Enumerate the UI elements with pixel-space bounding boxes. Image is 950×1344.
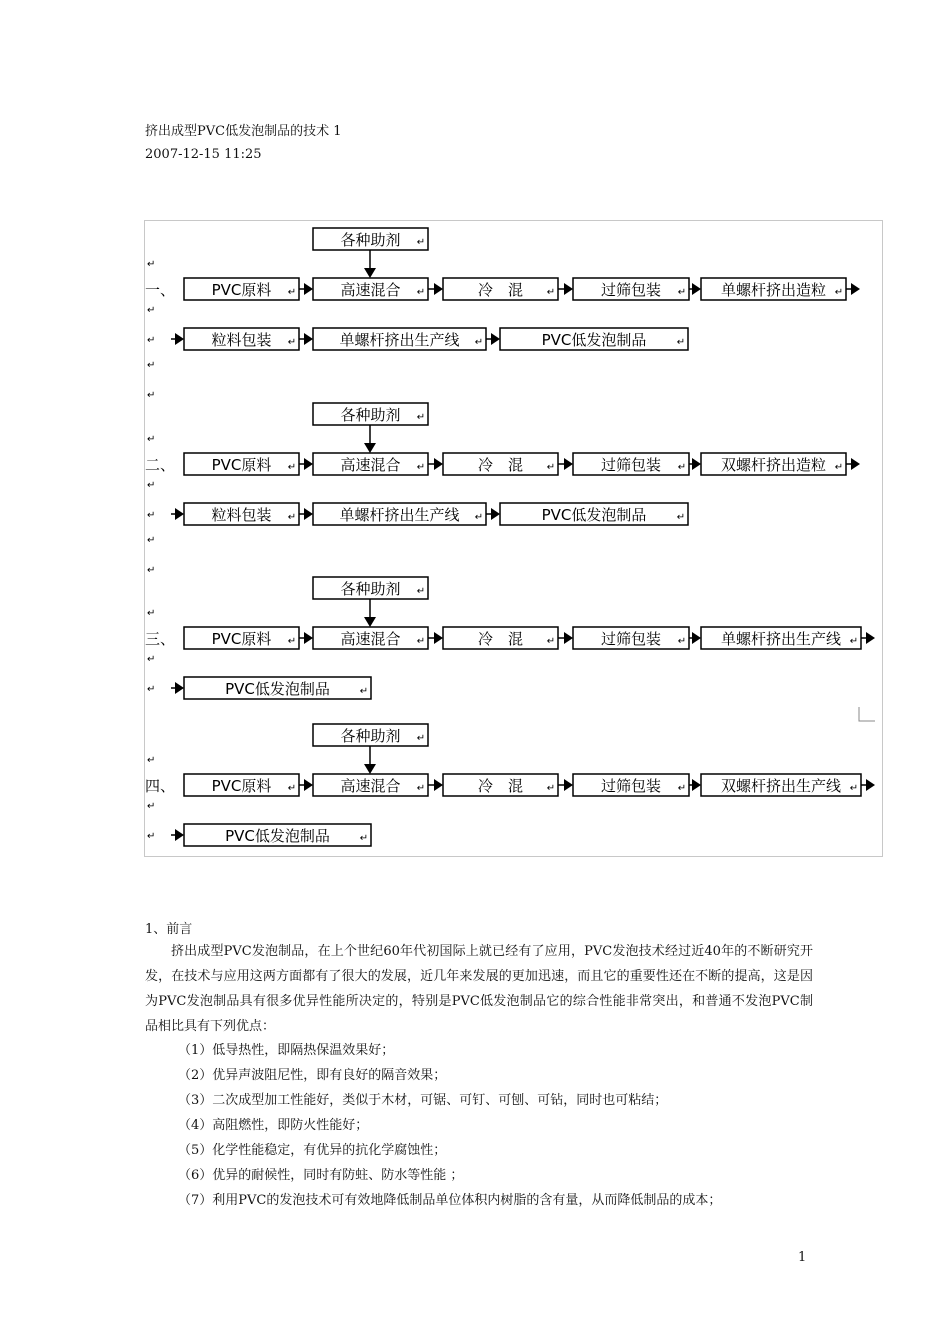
section-heading: 1、前言 [145,922,193,937]
flow-arrowhead [564,779,573,791]
return-mark: ↵ [147,684,156,695]
return-mark: ↵ [147,335,156,346]
return-mark: ↵ [147,755,156,766]
return-mark: ↵ [416,237,426,248]
process-box-label: 单螺杆挤出生产线 [720,630,842,648]
process-box-label: 过筛包装 [600,456,662,474]
flow-arrowhead [851,458,860,470]
return-mark: ↵ [677,636,687,647]
return-mark: ↵ [677,783,687,794]
return-mark: ↵ [834,462,844,473]
return-mark: ↵ [834,287,844,298]
return-mark: ↵ [147,535,156,546]
process-box-label: 单螺杆挤出造粒 [720,281,827,299]
return-mark: ↵ [287,783,297,794]
process-box-label: PVC原料 [211,456,272,474]
return-mark: ↵ [677,462,687,473]
return-mark: ↵ [147,434,156,445]
list-item: （3）二次成型加工性能好，类似于木材，可锯、可钉、可刨、可钻，同时也可粘结； [178,1093,668,1108]
process-box-label: 冷 混 [477,777,524,795]
flow-arrowhead [692,632,701,644]
return-mark: ↵ [287,287,297,298]
flow-arrowhead [564,632,573,644]
list-item: （2）优异声波阻尼性，即有良好的隔音效果； [178,1068,447,1083]
flow-arrowhead [434,632,443,644]
flow-arrowhead [175,682,184,694]
return-mark: ↵ [147,608,156,619]
return-mark: ↵ [416,586,426,597]
process-box-label: 高速混合 [340,777,401,795]
flow-arrowhead [564,458,573,470]
return-mark: ↵ [287,462,297,473]
return-mark: ↵ [147,305,156,316]
list-item: （1）低导热性，即隔热保温效果好； [178,1043,395,1058]
return-mark: ↵ [474,337,484,348]
page-number: 1 [798,1250,807,1265]
return-mark: ↵ [676,337,686,348]
process-box-label: 粒料包装 [211,506,272,524]
process-box-label: 粒料包装 [211,331,272,349]
flow-arrowhead [364,443,376,453]
return-mark: ↵ [147,480,156,491]
flow-arrowhead [304,458,313,470]
flow-arrowhead [491,508,500,520]
flow-arrowhead [434,458,443,470]
flow-arrowhead [175,333,184,345]
process-box-label: 双螺杆挤出造粒 [720,456,827,474]
flow-arrowhead [491,333,500,345]
process-box-label: 双螺杆挤出生产线 [720,777,842,795]
flow-arrowhead [364,617,376,627]
process-box-label: 单螺杆挤出生产线 [339,506,460,524]
return-mark: ↵ [147,259,156,270]
list-item: （5）化学性能稳定，有优异的抗化学腐蚀性； [178,1143,447,1158]
process-box-label: 过筛包装 [600,630,662,648]
return-mark: ↵ [359,833,369,844]
flow-arrowhead [564,283,573,295]
process-box-label: PVC低发泡制品 [541,331,647,349]
process-box-label: 高速混合 [340,281,401,299]
return-mark: ↵ [546,287,556,298]
process-box-label: 单螺杆挤出生产线 [339,331,460,349]
process-box-label: PVC原料 [211,630,272,648]
process-box-label: 各种助剂 [340,580,401,598]
return-mark: ↵ [147,510,156,521]
process-label: 一、 [145,281,176,299]
return-mark: ↵ [147,390,156,401]
process-label: 二、 [145,456,176,474]
flow-arrowhead [304,779,313,791]
flow-arrowhead [692,458,701,470]
process-box-label: 各种助剂 [340,406,401,424]
flow-arrowhead [692,283,701,295]
process-box-label: 冷 混 [477,456,524,474]
return-mark: ↵ [546,462,556,473]
flow-arrowhead [434,283,443,295]
flow-arrowhead [364,764,376,774]
return-mark: ↵ [416,287,426,298]
return-mark: ↵ [416,733,426,744]
flow-arrowhead [304,283,313,295]
flow-arrowhead [304,508,313,520]
return-mark: ↵ [416,462,426,473]
process-box-label: PVC低发泡制品 [225,680,330,698]
flow-arrowhead [304,632,313,644]
return-mark: ↵ [287,337,297,348]
intro-paragraph: 挤出成型PVC发泡制品，在上个世纪60年代初国际上就已经有了应用，PVC发泡技术经过近40年的不断研究开发，在技术与应用这两方面都有了很大的发展，近几年来发展的更加迅速，而且它的重要性还在不断的提高，这是因为PVC发泡制品具有很多优异性能所决定的，特别是PVC低发泡制品它的综合性能非常突出，和普通不发泡PVC制品相比具有下列优点： [145,944,813,1034]
process-box-label: 过筛包装 [600,281,662,299]
process-label: 四、 [145,777,176,795]
flow-arrowhead [851,283,860,295]
process-box-label: 高速混合 [340,630,401,648]
document-date: 2007-12-15 11:25 [145,147,262,162]
flow-arrowhead [175,508,184,520]
process-box-label: PVC低发泡制品 [225,827,330,845]
return-mark: ↵ [546,783,556,794]
flow-arrowhead [866,632,875,644]
process-label: 三、 [145,630,176,648]
list-item: （7）利用PVC的发泡技术可有效地降低制品单位体积内树脂的含有量，从而降低制品的成本； [178,1193,722,1208]
return-mark: ↵ [416,636,426,647]
return-mark: ↵ [147,565,156,576]
return-mark: ↵ [677,287,687,298]
process-box-label: PVC低发泡制品 [541,506,647,524]
return-mark: ↵ [474,512,484,523]
list-item: （6）优异的耐候性，同时有防蛀、防水等性能 ； [178,1168,464,1183]
process-box-label: 各种助剂 [340,231,401,249]
process-box-label: 冷 混 [477,630,524,648]
flow-arrowhead [175,829,184,841]
return-mark: ↵ [849,636,859,647]
flow-arrowhead [692,779,701,791]
return-mark: ↵ [416,412,426,423]
return-mark: ↵ [147,654,156,665]
flow-arrowhead [866,779,875,791]
return-mark: ↵ [287,512,297,523]
process-box-label: 高速混合 [340,456,401,474]
return-mark: ↵ [546,636,556,647]
process-box-label: 各种助剂 [340,727,401,745]
return-mark: ↵ [147,360,156,371]
document-title: 挤出成型PVC低发泡制品的技术 1 [145,124,342,139]
advantages-list [178,1038,721,1213]
list-item: （4）高阻燃性，即防火性能好； [178,1118,369,1133]
process-box-label: PVC原料 [211,281,272,299]
return-mark: ↵ [416,783,426,794]
return-mark: ↵ [147,831,156,842]
process-box-label: PVC原料 [211,777,272,795]
flow-arrowhead [304,333,313,345]
corner-mark [859,707,875,721]
return-mark: ↵ [147,801,156,812]
process-flow-diagram [144,220,883,857]
return-mark: ↵ [287,636,297,647]
return-mark: ↵ [676,512,686,523]
process-flow-svg [145,221,884,858]
process-box-label: 冷 混 [477,281,524,299]
flow-arrowhead [364,268,376,278]
return-mark: ↵ [849,783,859,794]
return-mark: ↵ [359,686,369,697]
process-box-label: 过筛包装 [600,777,662,795]
flow-arrowhead [434,779,443,791]
